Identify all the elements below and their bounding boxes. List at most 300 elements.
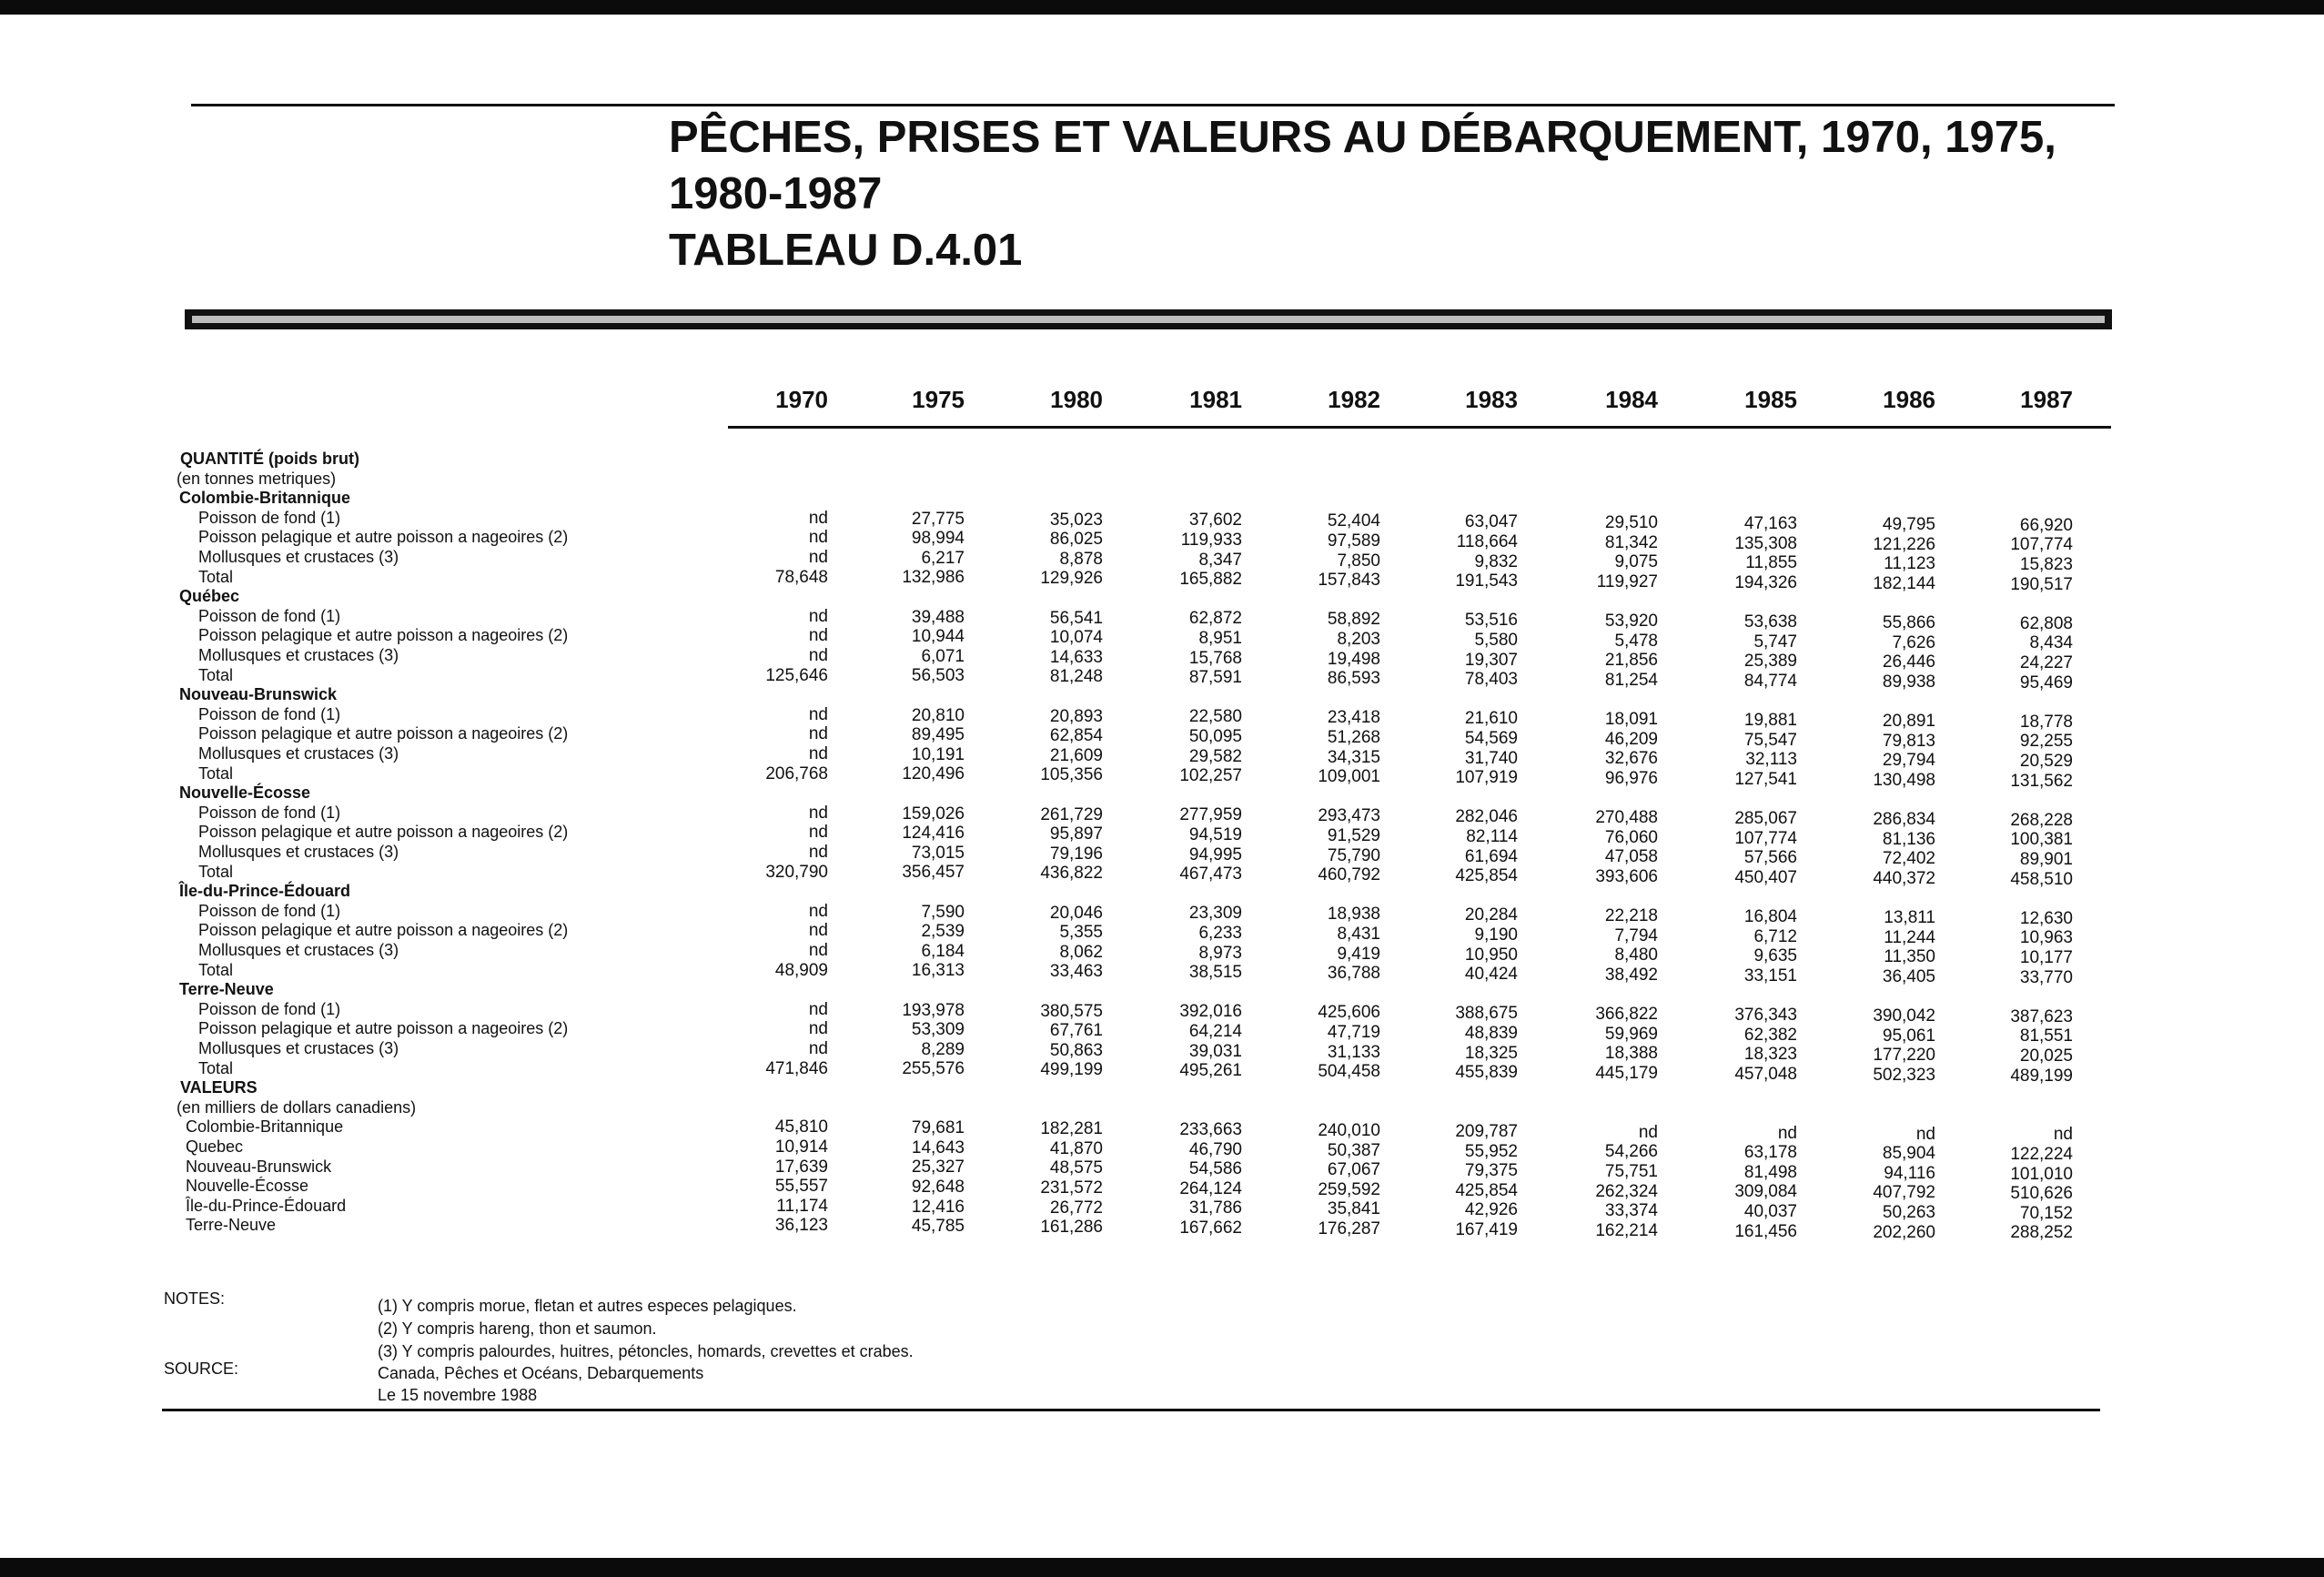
table-cell-1986: 85,904	[1882, 1144, 1935, 1164]
bottom-rule	[162, 1409, 2100, 1411]
table-cell-1980: 33,463	[1049, 962, 1103, 982]
table-cell-1970: nd	[808, 744, 828, 763]
table-cell-1982: 9,419	[1337, 944, 1380, 964]
row-label: (en milliers de dollars canadiens)	[177, 1097, 417, 1117]
table-cell-1975: 27,775	[911, 509, 965, 529]
year-header-1980: 1980	[1050, 386, 1103, 413]
table-cell-1984: 33,374	[1604, 1201, 1658, 1221]
table-cell-1982: 259,592	[1318, 1179, 1380, 1199]
table-cell-1982: 176,287	[1318, 1218, 1380, 1238]
table-cell-1987: 190,517	[2010, 574, 2073, 594]
source-label: SOURCE:	[164, 1360, 239, 1378]
table-cell-1984: 29,510	[1604, 513, 1658, 533]
table-cell-1985: 107,774	[1734, 828, 1797, 848]
table-cell-1975: 10,944	[911, 627, 965, 647]
table-cell-1985: 18,323	[1743, 1045, 1797, 1065]
table-cell-1980: 436,822	[1040, 864, 1103, 884]
table-cell-1984: 366,822	[1595, 1005, 1658, 1025]
table-cell-1986: 29,794	[1882, 751, 1935, 771]
table-cell-1980: 95,897	[1049, 824, 1103, 844]
row-label: Mollusques et crustaces (3)	[198, 646, 399, 664]
table-row	[0, 1019, 2324, 1046]
table-cell-1981: 119,933	[1180, 531, 1242, 551]
table-cell-1986: 26,446	[1882, 652, 1935, 672]
table-row	[0, 843, 2324, 870]
table-cell-1986: 89,938	[1882, 672, 1935, 692]
table-cell-1983: 107,919	[1455, 768, 1518, 788]
table-cell-1983: 18,325	[1464, 1043, 1518, 1063]
table-cell-1984: 393,606	[1595, 866, 1658, 886]
note-2: (2) Y compris hareng, thon et saumon.	[378, 1319, 657, 1338]
table-cell-1986: 72,402	[1882, 849, 1935, 869]
table-cell-1970: nd	[808, 843, 828, 862]
table-cell-1985: 25,389	[1743, 652, 1797, 672]
table-cell-1987: 12,630	[2019, 908, 2073, 928]
table-cell-1986: 202,260	[1873, 1222, 1935, 1242]
table-row	[0, 646, 2324, 673]
notes-label: NOTES:	[164, 1289, 226, 1308]
row-label: Nouvelle-Écosse	[186, 1177, 309, 1196]
table-cell-1980: 129,926	[1040, 569, 1103, 589]
table-cell-1981: 23,309	[1188, 904, 1242, 924]
source-date: Le 15 novembre 1988	[378, 1386, 538, 1404]
row-label: Poisson pelagique et autre poisson a nageoires (2)	[198, 823, 569, 842]
table-cell-1980: 79,196	[1049, 844, 1103, 864]
table-row	[0, 724, 2324, 752]
table-cell-1975: 8,289	[921, 1039, 965, 1059]
table-cell-1981: 467,473	[1179, 864, 1242, 885]
table-row	[0, 882, 2324, 901]
table-cell-1985: 33,151	[1743, 965, 1797, 986]
table-cell-1984: 59,969	[1604, 1024, 1658, 1044]
table-cell-1983: 10,950	[1464, 945, 1518, 965]
table-cell-1970: nd	[808, 921, 828, 941]
table-cell-1986: 407,792	[1873, 1183, 1935, 1203]
table-cell-1983: 455,839	[1455, 1063, 1518, 1083]
table-cell-1986: 7,626	[1892, 632, 1935, 652]
table-cell-1982: 75,790	[1327, 845, 1380, 865]
row-label: Total	[198, 862, 234, 881]
table-cell-1975: 14,643	[911, 1137, 965, 1157]
table-cell-1984: 18,091	[1604, 710, 1658, 730]
table-cell-1980: 380,575	[1040, 1001, 1103, 1021]
table-cell-1986: 79,813	[1882, 731, 1935, 751]
table-cell-1984: 32,676	[1604, 749, 1658, 769]
table-cell-1984: 119,927	[1596, 571, 1658, 591]
table-cell-1970: nd	[808, 901, 828, 921]
table-cell-1984: 38,492	[1604, 965, 1658, 985]
table-cell-1987: 66,920	[2019, 515, 2073, 535]
row-label: Total	[198, 567, 234, 586]
table-cell-1987: 10,963	[2019, 928, 2073, 948]
table-cell-1982: 19,498	[1327, 649, 1380, 669]
table-cell-1982: 36,788	[1327, 964, 1380, 984]
table-cell-1985: 285,067	[1734, 809, 1797, 829]
table-cell-1985: 84,774	[1743, 671, 1797, 691]
table-cell-1981: 392,016	[1179, 1002, 1242, 1022]
table-cell-1987: 81,551	[2019, 1026, 2073, 1046]
table-cell-1985: 161,456	[1734, 1221, 1797, 1241]
table-cell-1987: 122,224	[2010, 1145, 2073, 1165]
table-cell-1982: 52,404	[1327, 511, 1380, 531]
table-cell-1975: 255,576	[902, 1059, 965, 1079]
table-cell-1975: 73,015	[911, 843, 965, 863]
table-cell-1970: nd	[808, 1039, 828, 1058]
table-cell-1983: 61,694	[1464, 846, 1518, 866]
row-label: Poisson pelagique et autre poisson a nageoires (2)	[198, 528, 569, 547]
table-row	[0, 783, 2324, 803]
table-cell-1975: 89,495	[911, 725, 965, 745]
table-cell-1987: 92,255	[2019, 732, 2073, 752]
table-cell-1980: 14,633	[1049, 647, 1103, 667]
table-cell-1970: nd	[808, 999, 828, 1019]
note-3: (3) Y compris palourdes, huitres, pétoncles, homards, crevettes et crabes.	[378, 1342, 914, 1360]
table-cell-1981: 165,882	[1179, 570, 1242, 590]
row-label: Poisson de fond (1)	[198, 901, 341, 920]
table-cell-1984: 53,920	[1604, 612, 1658, 632]
table-cell-1982: 8,203	[1337, 629, 1380, 649]
table-cell-1970: 78,648	[774, 567, 828, 587]
table-cell-1987: 89,901	[2019, 850, 2073, 870]
table-cell-1980: 56,541	[1049, 608, 1103, 628]
table-cell-1970: 10,914	[774, 1137, 828, 1157]
table-cell-1984: 5,478	[1614, 631, 1658, 651]
table-cell-1975: 25,327	[911, 1157, 965, 1178]
table-cell-1986: 182,144	[1873, 573, 1935, 593]
table-row	[0, 1137, 2324, 1165]
table-row	[0, 1098, 2324, 1117]
table-cell-1985: 309,084	[1734, 1182, 1797, 1202]
table-cell-1983: 42,926	[1464, 1200, 1518, 1220]
province-heading: Nouvelle-Écosse	[179, 783, 311, 803]
table-cell-1983: 9,832	[1474, 551, 1518, 571]
table-cell-1987: 288,252	[2010, 1223, 2073, 1243]
table-cell-1986: nd	[1915, 1124, 1935, 1144]
row-label: Poisson de fond (1)	[198, 508, 341, 527]
table-cell-1984: 7,794	[1614, 925, 1658, 945]
table-cell-1984: nd	[1638, 1122, 1658, 1142]
table-row	[0, 1196, 2324, 1223]
table-cell-1970: 320,790	[765, 862, 828, 882]
table-cell-1975: 10,191	[911, 744, 965, 764]
table-row	[0, 823, 2324, 850]
row-label: Poisson pelagique et autre poisson a nageoires (2)	[198, 1019, 569, 1038]
table-row	[0, 606, 2324, 633]
table-cell-1970: 11,174	[776, 1196, 828, 1216]
table-cell-1982: 86,593	[1327, 669, 1380, 689]
table-cell-1980: 86,025	[1049, 530, 1103, 550]
table-cell-1983: 48,839	[1464, 1023, 1518, 1043]
table-cell-1981: 38,515	[1188, 963, 1242, 983]
table-cell-1982: 91,529	[1327, 825, 1380, 845]
table-cell-1980: 5,355	[1059, 923, 1103, 943]
table-cell-1981: 6,233	[1198, 924, 1242, 944]
row-label: Poisson de fond (1)	[198, 606, 341, 625]
table-cell-1975: 12,416	[911, 1197, 965, 1217]
table-cell-1984: 46,209	[1604, 729, 1658, 749]
table-cell-1985: 194,326	[1734, 572, 1797, 592]
row-label: Total	[198, 960, 234, 979]
table-cell-1970: nd	[808, 528, 828, 548]
table-cell-1981: 87,591	[1188, 668, 1242, 688]
table-cell-1970: 471,846	[765, 1058, 828, 1078]
table-cell-1980: 182,281	[1040, 1119, 1103, 1139]
row-label: Île-du-Prince-Édouard	[186, 1196, 347, 1215]
table-cell-1980: 41,870	[1049, 1138, 1103, 1158]
table-cell-1981: 233,663	[1179, 1120, 1242, 1140]
table-row	[0, 803, 2324, 830]
table-cell-1982: 157,843	[1318, 571, 1380, 591]
table-row	[0, 960, 2324, 987]
table-cell-1983: 425,854	[1455, 866, 1518, 886]
table-cell-1983: 31,740	[1464, 748, 1518, 768]
table-cell-1981: 50,095	[1188, 727, 1242, 747]
table-cell-1982: 18,938	[1327, 905, 1380, 925]
row-label: Mollusques et crustaces (3)	[198, 843, 399, 861]
table-cell-1970: nd	[808, 803, 828, 823]
table-cell-1970: nd	[808, 1019, 828, 1039]
table-cell-1983: 9,190	[1474, 925, 1518, 945]
table-cell-1985: 47,163	[1743, 514, 1797, 534]
table-cell-1981: 39,031	[1188, 1041, 1242, 1061]
table-row	[0, 626, 2324, 653]
row-label: Terre-Neuve	[186, 1216, 277, 1235]
table-cell-1983: 82,114	[1466, 826, 1518, 846]
table-cell-1982: 504,458	[1318, 1062, 1380, 1082]
table-cell-1981: 37,602	[1188, 511, 1242, 531]
table-cell-1985: 57,566	[1743, 848, 1797, 868]
table-cell-1970: nd	[808, 606, 828, 626]
table-cell-1987: 100,381	[2010, 830, 2073, 850]
province-heading: Québec	[179, 587, 240, 606]
table-cell-1980: 261,729	[1040, 804, 1103, 824]
table-row	[0, 921, 2324, 948]
row-label: Mollusques et crustaces (3)	[198, 548, 399, 566]
table-cell-1986: 502,323	[1873, 1065, 1935, 1085]
table-cell-1980: 48,575	[1049, 1158, 1103, 1178]
table-cell-1980: 20,893	[1049, 706, 1103, 726]
table-cell-1986: 50,263	[1882, 1202, 1935, 1222]
table-cell-1984: 9,075	[1614, 552, 1658, 572]
province-heading: Colombie-Britannique	[179, 489, 350, 508]
year-header-rule	[728, 426, 2111, 429]
table-cell-1982: 51,268	[1327, 727, 1380, 747]
table-cell-1984: 270,488	[1595, 808, 1658, 828]
table-cell-1986: 95,061	[1882, 1026, 1935, 1046]
table-cell-1983: 55,952	[1464, 1141, 1518, 1161]
table-cell-1981: 46,790	[1188, 1139, 1242, 1159]
table-cell-1970: nd	[808, 646, 828, 665]
table-row	[0, 450, 2324, 469]
table-cell-1980: 105,356	[1040, 765, 1103, 785]
table-cell-1987: 107,774	[2010, 535, 2073, 555]
table-cell-1987: 20,529	[2019, 752, 2073, 772]
table-cell-1980: 161,286	[1040, 1218, 1103, 1238]
row-label: Total	[198, 1058, 234, 1077]
table-row	[0, 1157, 2324, 1184]
table-cell-1985: 19,881	[1743, 711, 1797, 731]
table-cell-1975: 39,488	[911, 607, 965, 627]
table-cell-1984: 445,179	[1595, 1063, 1658, 1083]
table-cell-1986: 13,811	[1884, 907, 1935, 927]
table-cell-1986: 11,350	[1884, 947, 1935, 967]
table-row	[0, 685, 2324, 704]
table-cell-1982: 7,850	[1337, 551, 1380, 571]
title-line-1: PÊCHES, PRISES ET VALEURS AU DÉBARQUEMENT, 1970, 1975,	[669, 113, 2056, 162]
table-cell-1985: 5,747	[1753, 632, 1797, 652]
table-cell-1970: nd	[808, 941, 828, 960]
table-cell-1980: 26,772	[1049, 1198, 1103, 1218]
table-cell-1987: 510,626	[2010, 1184, 2073, 1204]
table-cell-1981: 167,662	[1179, 1218, 1242, 1238]
table-cell-1980: 8,062	[1059, 942, 1103, 962]
year-header-1987: 1987	[2020, 386, 2073, 413]
table-row	[0, 763, 2324, 791]
row-label: Poisson de fond (1)	[198, 803, 341, 822]
table-cell-1981: 31,786	[1188, 1198, 1242, 1218]
row-label: Poisson pelagique et autre poisson a nageoires (2)	[198, 626, 569, 645]
table-cell-1984: 8,480	[1614, 945, 1658, 965]
table-cell-1970: nd	[808, 704, 828, 724]
table-cell-1985: 75,547	[1743, 730, 1797, 750]
table-cell-1986: 121,226	[1873, 534, 1935, 554]
table-cell-1983: 425,854	[1455, 1180, 1518, 1200]
row-label: Poisson de fond (1)	[198, 999, 341, 1018]
table-cell-1975: 159,026	[902, 804, 965, 824]
table-row	[0, 704, 2324, 732]
table-cell-1985: 450,407	[1734, 867, 1797, 887]
table-cell-1981: 8,951	[1198, 629, 1242, 649]
table-cell-1986: 390,042	[1873, 1006, 1935, 1026]
table-cell-1982: 23,418	[1327, 708, 1380, 728]
row-label: Total	[198, 763, 234, 783]
table-cell-1970: nd	[808, 548, 828, 567]
table-cell-1986: 20,891	[1882, 711, 1935, 731]
table-cell-1983: 388,675	[1455, 1004, 1518, 1024]
table-cell-1983: 40,424	[1464, 965, 1518, 985]
table-cell-1984: 22,218	[1604, 906, 1658, 926]
table-cell-1985: 32,113	[1745, 750, 1797, 770]
table-row	[0, 508, 2324, 535]
table-cell-1975: 20,810	[911, 705, 965, 725]
table-cell-1983: 167,419	[1455, 1219, 1518, 1239]
top-rule	[191, 104, 2115, 106]
table-cell-1987: 10,177	[2019, 948, 2073, 968]
table-cell-1970: nd	[808, 508, 828, 528]
table-cell-1986: 49,795	[1882, 514, 1935, 534]
table-cell-1987: 458,510	[2010, 869, 2073, 889]
table-cell-1980: 21,609	[1049, 745, 1103, 765]
table-cell-1982: 240,010	[1318, 1120, 1380, 1140]
table-cell-1975: 16,313	[911, 961, 965, 981]
table-cell-1982: 31,133	[1327, 1042, 1380, 1062]
table-cell-1980: 67,761	[1049, 1021, 1103, 1041]
table-cell-1984: 162,214	[1595, 1220, 1658, 1240]
table-cell-1985: 62,382	[1743, 1025, 1797, 1045]
table-cell-1983: 79,375	[1464, 1161, 1518, 1181]
table-cell-1983: 54,569	[1464, 728, 1518, 748]
table-cell-1981: 22,580	[1188, 707, 1242, 727]
year-header-1985: 1985	[1744, 386, 1797, 413]
table-cell-1985: 376,343	[1734, 1006, 1797, 1026]
table-cell-1980: 35,023	[1049, 510, 1103, 530]
table-cell-1981: 62,872	[1188, 609, 1242, 629]
table-cell-1984: 47,058	[1604, 847, 1658, 867]
table-cell-1983: 20,284	[1464, 905, 1518, 925]
table-cell-1980: 20,046	[1049, 903, 1103, 923]
table-cell-1985: 135,308	[1734, 533, 1797, 553]
year-header-1981: 1981	[1189, 386, 1242, 413]
row-label: Total	[198, 665, 234, 684]
table-cell-1986: 130,498	[1873, 770, 1935, 790]
row-label: Mollusques et crustaces (3)	[198, 941, 399, 959]
table-row	[0, 901, 2324, 928]
source-text: Canada, Pêches et Océans, Debarquements	[378, 1364, 704, 1382]
year-header-1983: 1983	[1465, 386, 1518, 413]
row-label: Mollusques et crustaces (3)	[198, 744, 399, 763]
table-cell-1975: 53,309	[911, 1020, 965, 1040]
table-cell-1986: 11,244	[1884, 927, 1935, 947]
table-cell-1970: 125,646	[765, 665, 828, 685]
table-cell-1987: 8,434	[2029, 633, 2073, 653]
table-cell-1983: 78,403	[1464, 670, 1518, 690]
table-cell-1983: 19,307	[1464, 650, 1518, 670]
table-cell-1980: 10,074	[1049, 628, 1103, 648]
scan-edge-bottom	[0, 1558, 2324, 1577]
row-label: Colombie-Britannique	[186, 1117, 344, 1137]
table-cell-1981: 15,768	[1188, 648, 1242, 668]
table-cell-1984: 262,324	[1595, 1181, 1658, 1201]
table-row	[0, 1058, 2324, 1086]
table-cell-1987: 24,227	[2019, 653, 2073, 673]
table-cell-1975: 98,994	[911, 529, 965, 549]
table-row	[0, 1039, 2324, 1066]
table-cell-1975: 2,539	[921, 922, 965, 942]
table-row	[0, 999, 2324, 1026]
section-heading: VALEURS	[180, 1078, 258, 1097]
table-cell-1986: 11,123	[1884, 554, 1935, 574]
row-label: Poisson pelagique et autre poisson a nageoires (2)	[198, 921, 569, 940]
table-cell-1983: 21,610	[1464, 709, 1518, 729]
table-cell-1982: 97,589	[1327, 531, 1380, 551]
table-cell-1981: 94,995	[1188, 844, 1242, 864]
table-cell-1986: 55,866	[1882, 612, 1935, 632]
table-cell-1984: 21,856	[1604, 651, 1658, 671]
year-header-1986: 1986	[1883, 386, 1935, 413]
year-header-1982: 1982	[1328, 386, 1380, 413]
table-cell-1970: nd	[808, 724, 828, 744]
table-cell-1986: 286,834	[1873, 809, 1935, 829]
table-cell-1981: 29,582	[1188, 746, 1242, 766]
table-cell-1986: 440,372	[1873, 868, 1935, 888]
table-row	[0, 744, 2324, 772]
table-cell-1981: 102,257	[1179, 766, 1242, 786]
table-cell-1975: 79,681	[911, 1118, 965, 1138]
table-cell-1987: 101,010	[2010, 1164, 2073, 1184]
table-cell-1985: 16,804	[1743, 907, 1797, 927]
table-cell-1983: 53,516	[1464, 611, 1518, 631]
table-cell-1986: 94,116	[1884, 1163, 1935, 1183]
table-cell-1983: 282,046	[1455, 807, 1518, 827]
table-cell-1984: 18,388	[1604, 1044, 1658, 1064]
table-row	[0, 941, 2324, 968]
table-cell-1985: 6,712	[1753, 926, 1797, 946]
table-cell-1983: 209,787	[1455, 1121, 1518, 1141]
table-cell-1980: 231,572	[1040, 1178, 1103, 1198]
table-cell-1981: 495,261	[1179, 1061, 1242, 1081]
table-cell-1987: 15,823	[2019, 555, 2073, 575]
table-cell-1975: 132,986	[902, 568, 965, 588]
